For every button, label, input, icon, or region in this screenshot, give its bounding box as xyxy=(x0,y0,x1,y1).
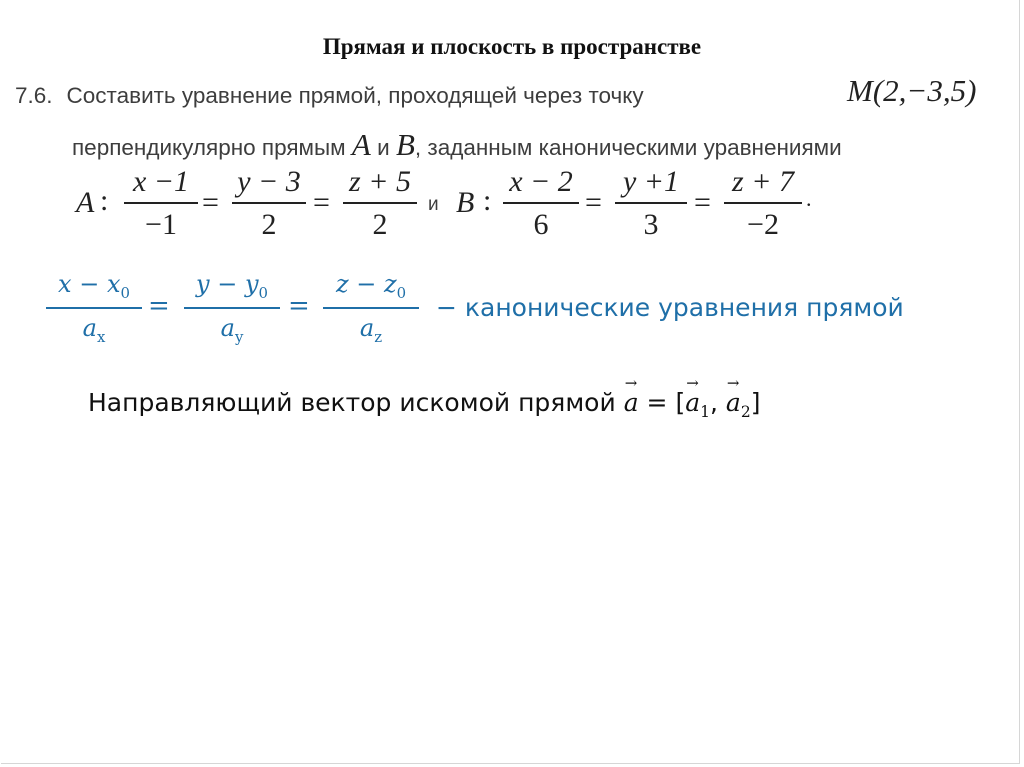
direction-vector-line xyxy=(88,374,761,421)
canonical-fraction-z: $z - z_0$ $a_z$ xyxy=(323,272,419,344)
fraction-a1: x −1 −1 xyxy=(124,167,198,240)
problem-text: Составить уравнение прямой, проходящей через точку xyxy=(66,83,644,108)
equals-sign: = xyxy=(646,388,668,417)
equals-sign: = xyxy=(313,186,330,219)
fraction-a2: y − 3 2 xyxy=(232,167,306,240)
problem-line-1 xyxy=(15,83,644,109)
eq-b-label: B xyxy=(456,186,475,219)
canonical-fraction-y: $y - y_0$ $a_y$ xyxy=(184,272,280,344)
canonical-fraction-x: $x - x_0$ $a_x$ xyxy=(46,272,142,344)
vector-a2: → $a_2$ xyxy=(725,374,751,421)
direction-text: Направляющий вектор искомой прямой xyxy=(88,388,616,417)
bracket-close: ] xyxy=(750,388,761,417)
equals-sign: = xyxy=(694,186,711,219)
equals-sign: = xyxy=(202,186,219,219)
bracket-open: [ xyxy=(675,388,686,417)
period: . xyxy=(806,186,812,211)
canonical-label: − канонические уравнения прямой xyxy=(436,293,904,322)
eq-a-colon: : xyxy=(100,184,109,217)
problem-number: 7.6. xyxy=(15,83,53,108)
eq-b-colon: : xyxy=(483,184,492,217)
fraction-a3: z + 5 2 xyxy=(343,167,417,240)
vector-a: → a xyxy=(623,374,639,417)
and-word: и xyxy=(428,194,439,215)
fraction-b1: x − 2 6 xyxy=(503,167,579,240)
vector-a1: → $a_1$ xyxy=(685,374,710,421)
fraction-b3: z + 7 −2 xyxy=(724,167,802,240)
line-b-label: B xyxy=(395,127,415,162)
fraction-b2: y +1 3 xyxy=(615,167,687,240)
comma: , xyxy=(710,388,718,417)
equals-sign: = xyxy=(148,291,170,321)
slide-frame xyxy=(1,0,1020,764)
equals-sign: = xyxy=(288,291,310,321)
point-m: M(2,−3,5) xyxy=(847,73,977,108)
problem-line2-post: , заданным каноническими уравнениями xyxy=(414,135,842,160)
equals-sign: = xyxy=(585,186,602,219)
problem-line-2 xyxy=(72,127,842,163)
eq-a-label: A xyxy=(76,186,95,219)
slide-title: Прямая и плоскость в пространстве xyxy=(322,34,702,59)
problem-line2-pre: перпендикулярно прямым xyxy=(72,135,346,160)
line-a-label: A xyxy=(351,127,371,162)
problem-line2-and: и xyxy=(377,135,390,160)
